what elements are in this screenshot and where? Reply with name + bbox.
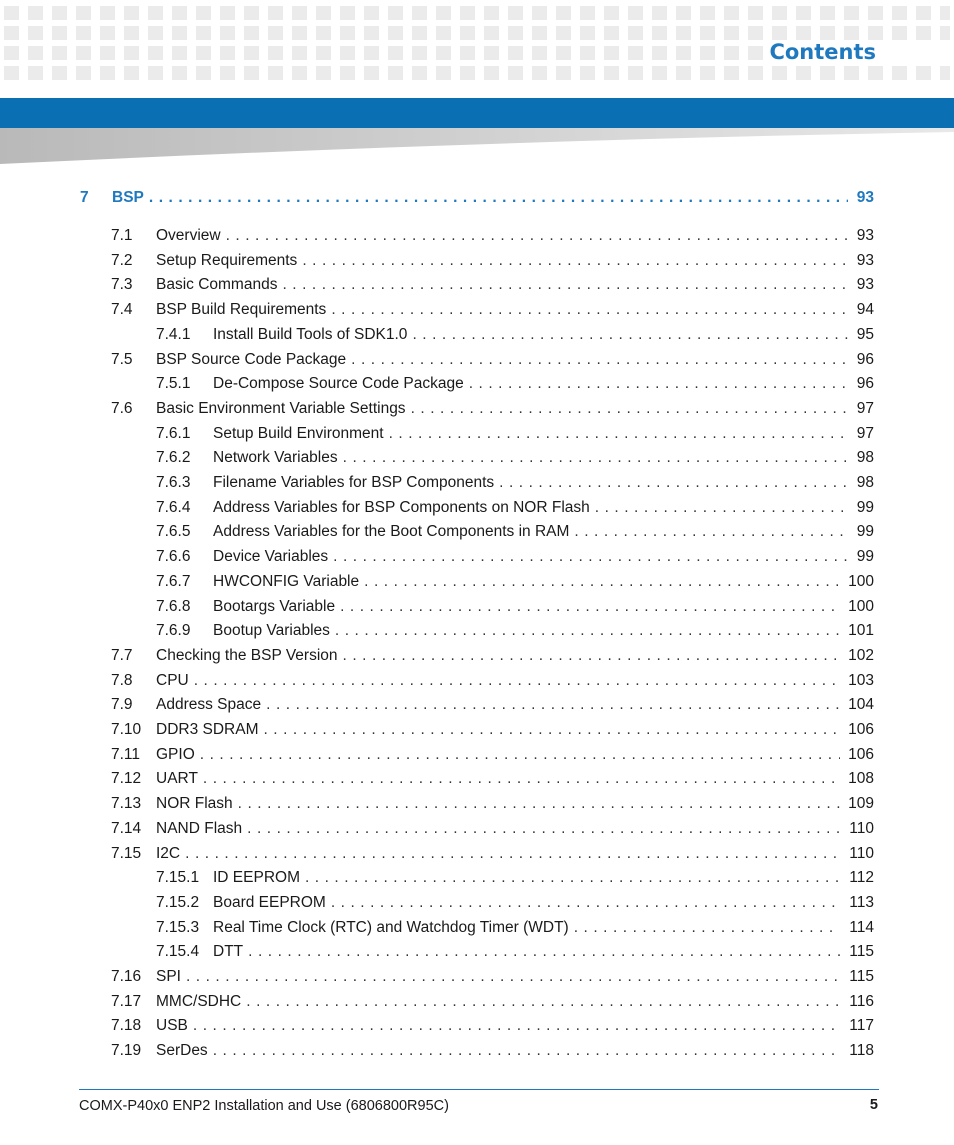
toc-entry[interactable] xyxy=(0,868,954,888)
toc-leader-dots xyxy=(185,844,840,864)
toc-leader-dots xyxy=(305,868,840,888)
toc-leader-dots xyxy=(149,188,848,208)
toc-leader-dots xyxy=(263,720,840,740)
toc-leader-dots xyxy=(595,498,848,518)
toc-entry-title: BSP Build Requirements xyxy=(156,301,327,319)
toc-entry-page: 97 xyxy=(856,399,874,417)
toc-entry[interactable] xyxy=(0,745,954,765)
toc-entry-title: Setup Requirements xyxy=(156,251,298,269)
toc-entry-number: 7.6.7 xyxy=(156,572,191,590)
toc-entry-page: 97 xyxy=(856,424,874,442)
toc-entry-title: BSP xyxy=(112,189,144,206)
toc-entry-title: SerDes xyxy=(156,1042,208,1060)
toc-entry-title: De-Compose Source Code Package xyxy=(213,375,464,393)
toc-entry-number: 7.6.6 xyxy=(156,548,191,566)
toc-entry-page: 116 xyxy=(849,992,874,1010)
toc-entry-title: Basic Environment Variable Settings xyxy=(156,399,406,417)
toc-leader-dots xyxy=(331,300,848,320)
toc-entry-number: 7.12 xyxy=(111,770,142,788)
toc-entry[interactable] xyxy=(0,992,954,1012)
toc-entry-title: GPIO xyxy=(156,745,195,763)
toc-entry-title: Network Variables xyxy=(213,449,338,467)
toc-entry-title: Filename Variables for BSP Components xyxy=(213,474,495,491)
toc-entry-page: 95 xyxy=(856,325,874,343)
toc-leader-dots xyxy=(333,547,848,567)
toc-entry-title: HWCONFIG Variable xyxy=(213,572,360,590)
toc-entry-page: 110 xyxy=(849,844,874,862)
toc-leader-dots xyxy=(194,671,840,691)
toc-entry[interactable] xyxy=(0,226,954,246)
toc-entry-title: Checking the BSP Version xyxy=(156,646,338,664)
toc-leader-dots xyxy=(412,325,848,345)
toc-entry-number: 7.3 xyxy=(111,276,133,294)
toc-entry-page: 109 xyxy=(848,795,874,813)
toc-entry[interactable] xyxy=(0,374,954,394)
toc-entry-page: 99 xyxy=(856,548,874,566)
toc-entry-page: 100 xyxy=(848,572,874,590)
toc-entry[interactable] xyxy=(0,350,954,370)
toc-entry-title: BSP Source Code Package xyxy=(156,350,347,368)
toc-entry-number: 7.11 xyxy=(111,745,141,763)
toc-entry-number: 7.10 xyxy=(111,721,142,738)
toc-leader-dots xyxy=(411,399,848,419)
footer-doc-title: COMX-P40x0 ENP2 Installation and Use (6806800R95C) xyxy=(79,1098,449,1114)
toc-entry[interactable] xyxy=(0,275,954,295)
toc-leader-dots xyxy=(246,992,840,1012)
toc-entry-page: 117 xyxy=(849,1017,874,1035)
toc-entry-title: USB xyxy=(156,1017,188,1035)
toc-entry[interactable] xyxy=(0,720,954,740)
toc-entry-number: 7.6.1 xyxy=(156,424,191,442)
footer-divider xyxy=(79,1089,879,1090)
toc-entry[interactable] xyxy=(0,572,954,592)
toc-entry-page: 93 xyxy=(856,251,874,269)
toc-entry[interactable] xyxy=(0,942,954,962)
toc-entry-number: 7.6.9 xyxy=(156,622,191,640)
toc-entry-page: 112 xyxy=(849,869,874,887)
toc-entry-number: 7.16 xyxy=(111,968,142,985)
toc-entry-number: 7.4.1 xyxy=(156,325,191,343)
toc-leader-dots xyxy=(364,572,840,592)
toc-entry-number: 7.6.3 xyxy=(156,474,191,491)
toc-entry[interactable] xyxy=(0,300,954,320)
toc-leader-dots xyxy=(248,942,840,962)
toc-entry[interactable] xyxy=(0,794,954,814)
toc-entry-title: ID EEPROM xyxy=(213,869,300,887)
toc-entry[interactable] xyxy=(0,473,954,493)
toc-entry-number: 7.15.4 xyxy=(156,943,200,961)
toc-leader-dots xyxy=(499,473,848,493)
toc-entry[interactable] xyxy=(0,893,954,913)
toc-entry-page: 99 xyxy=(856,498,874,516)
toc-entry[interactable] xyxy=(0,399,954,419)
toc-entry-title: Board EEPROM xyxy=(213,893,326,911)
toc-entry-number: 7.4 xyxy=(111,301,133,319)
toc-entry-title: NOR Flash xyxy=(156,795,233,813)
header-blue-bar xyxy=(0,98,954,128)
toc-entry-page: 94 xyxy=(856,301,874,319)
toc-leader-dots xyxy=(238,794,840,814)
toc-entry-page: 101 xyxy=(848,622,874,640)
toc-entry-page: 96 xyxy=(856,350,874,368)
toc-entry[interactable] xyxy=(0,769,954,789)
toc-leader-dots xyxy=(574,918,840,938)
toc-entry-title: Bootargs Variable xyxy=(213,597,336,615)
toc-leader-dots xyxy=(335,621,840,641)
toc-entry-number: 7.19 xyxy=(111,1042,142,1060)
toc-leader-dots xyxy=(331,893,840,913)
toc-entry-title: Address Variables for BSP Components on NOR Flash xyxy=(213,498,590,516)
toc-leader-dots xyxy=(340,597,840,617)
toc-entry-page: 104 xyxy=(848,696,874,714)
toc-entry[interactable] xyxy=(0,325,954,345)
toc-entry-page: 110 xyxy=(849,819,874,837)
toc-entry-number: 7.6.4 xyxy=(156,498,191,516)
toc-entry-number: 7.15.3 xyxy=(156,918,200,936)
toc-entry[interactable] xyxy=(0,498,954,518)
toc-entry[interactable] xyxy=(0,918,954,938)
footer-page-number: 5 xyxy=(869,1097,878,1113)
toc-leader-dots xyxy=(343,646,840,666)
toc-leader-dots xyxy=(200,745,840,765)
toc-entry[interactable] xyxy=(0,424,954,444)
toc-entry[interactable] xyxy=(0,448,954,468)
toc-entry-number: 7.14 xyxy=(111,819,142,837)
toc-entry-page: 93 xyxy=(856,227,874,244)
toc-leader-dots xyxy=(203,769,840,789)
toc-entry-number: 7.15.1 xyxy=(156,869,200,887)
toc-entry-page: 98 xyxy=(856,474,874,491)
toc-entry-page: 93 xyxy=(856,189,874,206)
toc-entry-title: UART xyxy=(156,770,198,788)
toc-entry-number: 7.6.8 xyxy=(156,597,191,615)
toc-entry-number: 7.6.5 xyxy=(156,523,191,541)
toc-entry-title: I2C xyxy=(156,844,181,862)
toc-leader-dots xyxy=(389,424,848,444)
toc-entry-page: 98 xyxy=(856,449,874,467)
toc-entry[interactable] xyxy=(0,597,954,617)
toc-leader-dots xyxy=(247,819,840,839)
toc-entry-number: 7.2 xyxy=(111,251,133,269)
toc-leader-dots xyxy=(574,522,848,542)
toc-entry-title: Setup Build Environment xyxy=(213,424,384,442)
toc-entry-title: Device Variables xyxy=(213,548,329,566)
toc-entry-number: 7.13 xyxy=(111,795,142,813)
toc-entry-page: 96 xyxy=(856,375,874,393)
toc-leader-dots xyxy=(193,1016,840,1036)
toc-entry-page: 100 xyxy=(848,597,874,615)
toc-entry-title: DTT xyxy=(213,943,244,961)
toc-entry-page: 106 xyxy=(848,721,874,738)
toc-entry[interactable] xyxy=(0,819,954,839)
toc-entry-number: 7.15.2 xyxy=(156,893,200,911)
toc-entry-number: 7.1 xyxy=(111,227,133,244)
toc-entry[interactable] xyxy=(0,251,954,271)
toc-entry[interactable] xyxy=(0,547,954,567)
toc-entry-number: 7.18 xyxy=(111,1017,142,1035)
toc-entry-number: 7 xyxy=(80,189,89,206)
toc-entry-page: 115 xyxy=(849,943,874,961)
toc-entry-page: 103 xyxy=(848,671,874,689)
toc-entry[interactable] xyxy=(0,967,954,987)
toc-entry-number: 7.7 xyxy=(111,646,133,664)
toc-entry-title: CPU xyxy=(156,671,189,689)
toc-entry-number: 7.17 xyxy=(111,992,142,1010)
toc-entry-title: Install Build Tools of SDK1.0 xyxy=(213,325,408,343)
toc-leader-dots xyxy=(282,275,848,295)
toc-leader-dots xyxy=(186,967,840,987)
toc-entry-number: 7.5.1 xyxy=(156,375,191,393)
toc-entry-number: 7.15 xyxy=(111,844,142,862)
toc-entry-page: 114 xyxy=(849,918,874,936)
toc-entry[interactable] xyxy=(0,1041,954,1061)
toc-entry[interactable] xyxy=(0,1016,954,1036)
toc-entry-number: 7.8 xyxy=(111,671,133,689)
toc-entry[interactable] xyxy=(0,621,954,641)
toc-entry-title: DDR3 SDRAM xyxy=(156,721,259,738)
toc-chapter-entry[interactable] xyxy=(0,188,954,208)
toc-entry-number: 7.5 xyxy=(111,350,133,368)
toc-entry-title: Address Space xyxy=(156,696,262,714)
toc-entry-page: 113 xyxy=(849,893,874,911)
toc-entry[interactable] xyxy=(0,671,954,691)
toc-leader-dots xyxy=(266,695,840,715)
toc-entry-page: 93 xyxy=(856,276,874,294)
toc-entry-page: 115 xyxy=(849,968,874,985)
toc-leader-dots xyxy=(226,226,848,246)
toc-leader-dots xyxy=(343,448,848,468)
toc-entry-page: 102 xyxy=(848,646,874,664)
toc-entry-title: SPI xyxy=(156,968,181,985)
page-title: Contents xyxy=(769,40,876,64)
toc-entry-title: NAND Flash xyxy=(156,819,243,837)
toc-entry-number: 7.6 xyxy=(111,399,133,417)
toc-entry-title: Real Time Clock (RTC) and Watchdog Timer (WDT) xyxy=(213,918,569,936)
toc-entry-page: 99 xyxy=(856,523,874,541)
toc-entry-number: 7.9 xyxy=(111,696,133,714)
toc-entry-page: 118 xyxy=(849,1042,874,1060)
toc-entry-title: Basic Commands xyxy=(156,276,278,294)
toc-entry[interactable] xyxy=(0,695,954,715)
toc-leader-dots xyxy=(351,350,848,370)
toc-entry-title: Address Variables for the Boot Components in RAM xyxy=(213,523,570,541)
toc-entry-number: 7.6.2 xyxy=(156,449,191,467)
toc-entry-page: 108 xyxy=(848,770,874,788)
toc-entry-title: Overview xyxy=(156,227,221,244)
toc-leader-dots xyxy=(213,1041,840,1061)
toc-entry-page: 106 xyxy=(848,745,874,763)
toc-entry[interactable] xyxy=(0,522,954,542)
header-gray-swoosh xyxy=(0,128,954,164)
toc-leader-dots xyxy=(302,251,848,271)
toc-entry[interactable] xyxy=(0,646,954,666)
toc-entry[interactable] xyxy=(0,844,954,864)
toc-entry-title: Bootup Variables xyxy=(213,622,330,640)
toc-entry-title: MMC/SDHC xyxy=(156,992,242,1010)
toc-leader-dots xyxy=(469,374,848,394)
